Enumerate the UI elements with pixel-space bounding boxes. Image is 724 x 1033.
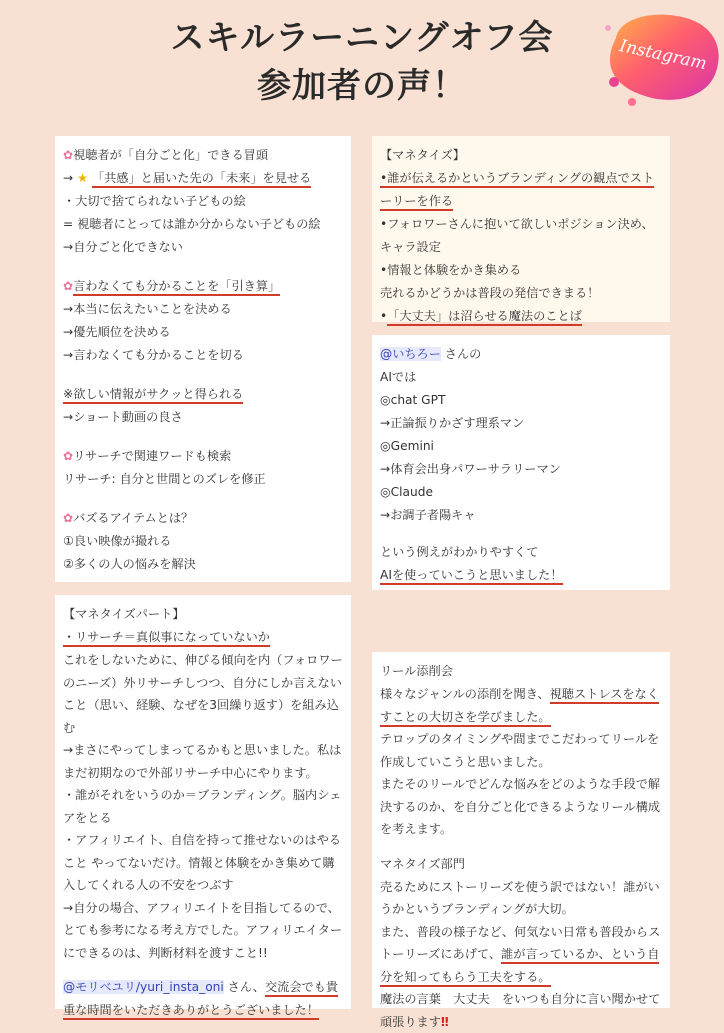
list-item: AIでは: [380, 370, 417, 384]
paragraph: →自分の場合、アフィリエイトを目指してるので、とても参考になる考え方でした。アフィリエイターにできるのは、判断材料を渡すこと!!: [63, 900, 343, 960]
list-item: •「大丈夫」は沼らせる魔法のことば: [380, 305, 662, 328]
list-item: →ショート動画の良さ: [63, 410, 183, 424]
highlight: 視聴ストレスをなくすことの大切さを学びました。: [380, 687, 659, 727]
list-item: ②多くの人の悩みを解決: [63, 557, 196, 571]
list-item: →言わなくても分かることを切る: [63, 348, 244, 362]
card-heading: 【マネタイズ】: [380, 148, 465, 162]
list-item: 売れるかどうかは普段の発信できまる！: [380, 286, 600, 300]
exclamation-icon: ‼: [440, 1014, 449, 1029]
list-item: ✿視聴者が「自分ごと化」できる冒頭: [63, 148, 269, 162]
badge-dot: [609, 77, 619, 87]
list-item: @いちろー さんの: [380, 347, 482, 361]
paragraph: ・アフィリエイト、自信を持って推せないのはやること やってないだけ。情報と体験をかき集めて購入してくれる人の不安をつぶす: [63, 833, 341, 892]
card-heading: マネタイズ部門: [380, 856, 465, 871]
highlight: ※欲しい情報がサクッと得られる: [63, 387, 243, 404]
card-hooks: [55, 136, 351, 582]
highlight: 誰が言っているか、という自分を知ってもらう工夫をする。: [380, 947, 659, 987]
card-heading: 【マネタイズパート】: [63, 607, 185, 621]
flower-icon: ✿: [63, 148, 74, 162]
highlight: 言わなくても分かることを「引き算」: [73, 279, 280, 296]
star-icon: ★: [77, 171, 89, 185]
flower-icon: ✿: [63, 279, 74, 293]
list-item: •フォロワーさんに抱いて欲しいポジション決め、キャラ設定: [380, 217, 654, 254]
list-item: [63, 383, 343, 406]
list-item: →自分ごと化できない: [63, 240, 183, 254]
list-item: ◎Gemini: [380, 439, 434, 453]
card-heading: リール添削会: [380, 664, 453, 678]
card-monetize-part: [55, 595, 351, 1017]
list-item: →優先順位を決める: [63, 325, 171, 339]
badge-dot: [605, 25, 611, 31]
highlight: ・リサーチ＝真似事になっていないか: [63, 630, 270, 647]
paragraph: またそのリールでどんな悩みをどのような手段で解決するのか、を自分ごと化できるようなリール構成を考えます。: [380, 777, 661, 836]
list-item: → ★ 「共感」と届いた先の「未来」を見せる: [63, 167, 343, 190]
list-item: →本当に伝えたいことを決める: [63, 302, 232, 316]
list-item: →お調子者陽キャ: [380, 508, 476, 522]
list-item: ・大切で捨てられない子どもの絵: [63, 194, 246, 208]
list-item: ①良い映像が撮れる: [63, 534, 172, 548]
list-item: ✿リサーチで関連ワードも検索: [63, 449, 232, 463]
list-item: ✿バズるアイテムとは？: [63, 511, 194, 525]
paragraph: また、普段の様子など、何気ない日常も普段からストーリーズにあげて、誰が言っているか、という自分を知ってもらう工夫をする。: [380, 921, 662, 989]
highlight: AIを使っていこうと思いました！: [380, 568, 563, 585]
list-item: リサーチ: 自分と世間とのズレを修正: [63, 472, 266, 486]
flower-icon: ✿: [63, 449, 74, 463]
list-item: ◎Claude: [380, 485, 433, 499]
card-reel-review: [372, 652, 670, 1029]
paragraph: ・誰がそれをいうのか＝ブランディング。脳内シェアをとる: [63, 788, 342, 825]
highlight: 「大丈夫」は沼らせる魔法のことば: [387, 309, 582, 326]
highlight: •誰が伝えるかというブランディングの観点でストーリーを作る: [380, 171, 654, 211]
paragraph: 様々なジャンルの添削を聞き、視聴ストレスをなくすことの大切さを学びました。: [380, 683, 662, 728]
highlight: 交流会でも貴重な時間をいただきありがとうございました！: [63, 980, 338, 1020]
paragraph: →まさにやってしまってるかもと思いました。私はまだ初期なので外部リサーチ中心にやります。: [63, 743, 342, 780]
highlight: 「共感」と届いた先の「未来」を見せる: [92, 171, 311, 188]
title-line-2: 参加者の声！: [257, 66, 467, 106]
list-item: [63, 275, 343, 298]
paragraph: テロップのタイミングや間までこだわってリールを作成していこうと思いました。: [380, 732, 660, 769]
card-ai: [372, 335, 670, 590]
paragraph: これをしないために、伸びる傾向を内（フォロワーのニーズ）外リサーチしつつ、自分にしか言えないこと（思い、経験、なぜを3回繰り返す）を組み込む: [63, 653, 343, 735]
list-item: •情報と体験をかき集める: [380, 263, 522, 277]
list-item: →体育会出身パワーサラリーマン: [380, 462, 561, 476]
list-item: ◎chat GPT: [380, 393, 446, 407]
title-line-1: スキルラーニングオフ会: [170, 18, 554, 58]
list-item: という例えがわかりやすくて: [380, 545, 539, 559]
flower-icon: ✿: [63, 511, 74, 525]
badge-dot: [628, 98, 636, 106]
instagram-badge: [598, 8, 724, 108]
list-item: = 視聴者にとっては誰か分からない子どもの絵: [63, 217, 321, 231]
list-item: [380, 564, 662, 587]
card-monetize: [372, 136, 670, 322]
mention-link[interactable]: @いちろー: [380, 347, 441, 361]
paragraph: 魔法の言葉 大丈夫 をいつも自分に言い聞かせて頑張ります‼: [380, 992, 661, 1029]
paragraph: 売るためにストーリーズを使う訳ではない！誰がいうかというブランディングが大切。: [380, 879, 660, 916]
mention-link[interactable]: @モリベユリ/yuri_insta_oni: [63, 980, 224, 994]
list-item: [380, 167, 662, 213]
badge-text: Instagram: [617, 36, 709, 75]
paragraph: @モリベユリ/yuri_insta_oni さん、交流会でも貴重な時間をいただきありがとうございました！: [63, 976, 343, 1021]
list-item: →正論振りかざす理系マン: [380, 416, 525, 430]
list-item: [63, 626, 343, 649]
